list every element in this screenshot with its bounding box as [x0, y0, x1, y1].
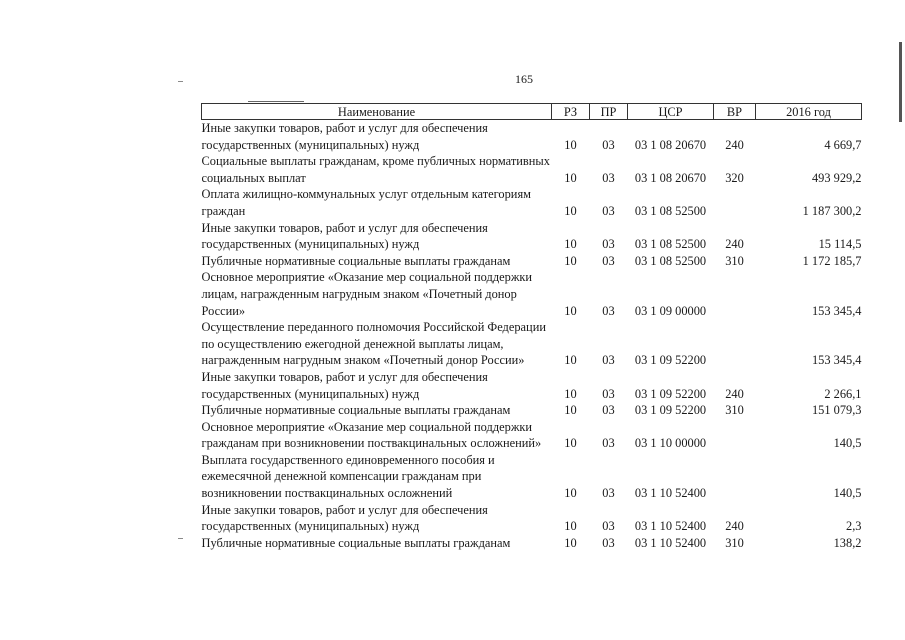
cell-csr: 03 1 08 52500	[634, 237, 707, 252]
cell-vr	[714, 319, 756, 369]
cell-vr: 320	[725, 170, 744, 185]
cell-amount: 153 345,4	[811, 303, 862, 318]
cell-amount: 493 929,2	[811, 170, 862, 185]
table-row	[202, 535, 862, 552]
cell-rz: 10	[564, 519, 577, 534]
cell-pr: 03	[602, 253, 615, 268]
scan-mark	[248, 101, 304, 102]
cell-vr	[714, 419, 756, 452]
column-header-year: 2016 год	[756, 104, 862, 120]
cell-pr: 03	[602, 436, 615, 451]
cell-vr: 310	[725, 253, 744, 268]
cell-amount: 140,5	[833, 436, 862, 451]
cell-rz: 10	[564, 436, 577, 451]
cell-rz: 10	[564, 353, 577, 368]
column-header-csr: ЦСР	[628, 104, 714, 120]
cell-csr: 03 1 08 52500	[634, 203, 707, 218]
table-row	[202, 419, 862, 452]
cell-vr: 240	[725, 386, 744, 401]
cell-csr: 03 1 08 20670	[634, 170, 707, 185]
cell-vr: 240	[725, 519, 744, 534]
cell-rz: 10	[564, 535, 577, 550]
cell-rz: 10	[564, 386, 577, 401]
cell-vr: 240	[725, 237, 744, 252]
cell-pr: 03	[602, 303, 615, 318]
cell-vr: 310	[725, 535, 744, 550]
cell-pr: 03	[602, 170, 615, 185]
cell-name: Публичные нормативные социальные выплаты гражданам	[201, 253, 511, 268]
cell-name: Выплата государственного единовременного пособия и ежемесячной денежной компенсации гражданам при возникновении поствакцинальных осложнений	[201, 452, 495, 501]
cell-name: Иные закупки товаров, работ и услуг для обеспечения государственных (муниципальных) нужд	[201, 220, 488, 252]
cell-name: Иные закупки товаров, работ и услуг для обеспечения государственных (муниципальных) нужд	[201, 502, 488, 534]
page-number: 165	[515, 72, 533, 86]
cell-pr: 03	[602, 353, 615, 368]
cell-amount: 2,3	[846, 519, 862, 534]
cell-rz: 10	[564, 170, 577, 185]
cell-csr: 03 1 09 52200	[634, 403, 707, 418]
cell-rz: 10	[564, 203, 577, 218]
cell-csr: 03 1 10 52400	[634, 519, 707, 534]
cell-rz: 10	[564, 137, 577, 152]
cell-amount: 1 172 185,7	[802, 253, 862, 268]
cell-csr: 03 1 09 52200	[634, 353, 707, 368]
column-header-rz: РЗ	[552, 104, 590, 120]
cell-vr: 310	[725, 403, 744, 418]
cell-name: Иные закупки товаров, работ и услуг для обеспечения государственных (муниципальных) нужд	[201, 121, 488, 152]
scan-mark	[178, 538, 183, 539]
table-row	[202, 253, 862, 270]
cell-pr: 03	[602, 237, 615, 252]
cell-pr: 03	[602, 386, 615, 401]
cell-csr: 03 1 10 52400	[634, 535, 707, 550]
cell-csr: 03 1 09 52200	[634, 386, 707, 401]
cell-name: Социальные выплаты гражданам, кроме публичных нормативных социальных выплат	[201, 154, 550, 185]
cell-pr: 03	[602, 519, 615, 534]
cell-rz: 10	[564, 253, 577, 268]
scan-mark	[178, 81, 183, 82]
cell-pr: 03	[602, 137, 615, 152]
cell-name: Иные закупки товаров, работ и услуг для обеспечения государственных (муниципальных) нужд	[201, 369, 488, 401]
budget-table	[201, 103, 862, 551]
table-header-row	[202, 104, 862, 120]
table-body	[202, 120, 862, 552]
cell-name: Оплата жилищно-коммунальных услуг отдельным категориям граждан	[201, 187, 531, 218]
cell-csr: 03 1 08 52500	[634, 253, 707, 268]
cell-csr: 03 1 08 20670	[634, 137, 707, 152]
cell-rz: 10	[564, 403, 577, 418]
cell-rz: 10	[564, 237, 577, 252]
cell-amount: 151 079,3	[811, 403, 862, 418]
table-row	[202, 220, 862, 253]
column-header-name: Наименование	[202, 104, 552, 120]
cell-vr	[714, 452, 756, 502]
column-header-vr: ВР	[714, 104, 756, 120]
cell-pr: 03	[602, 535, 615, 550]
table-row	[202, 452, 862, 502]
table-row	[202, 186, 862, 219]
cell-csr: 03 1 10 00000	[634, 436, 707, 451]
table-row	[202, 153, 862, 186]
cell-pr: 03	[602, 403, 615, 418]
cell-rz: 10	[564, 486, 577, 501]
cell-amount: 138,2	[833, 535, 862, 550]
cell-amount: 2 266,1	[824, 386, 862, 401]
cell-amount: 15 114,5	[818, 237, 862, 252]
cell-amount: 153 345,4	[811, 353, 862, 368]
cell-pr: 03	[602, 486, 615, 501]
cell-csr: 03 1 09 00000	[634, 303, 707, 318]
cell-name: Публичные нормативные социальные выплаты гражданам	[201, 535, 511, 550]
cell-vr	[714, 186, 756, 219]
column-header-pr: ПР	[590, 104, 628, 120]
cell-amount: 1 187 300,2	[802, 203, 862, 218]
cell-vr: 240	[725, 137, 744, 152]
scan-edge	[899, 42, 902, 122]
cell-name: Основное мероприятие «Оказание мер социальной поддержки лицам, награжденным нагрудным знаком «Почетный донор России»	[201, 270, 533, 318]
cell-vr	[714, 269, 756, 319]
cell-csr: 03 1 10 52400	[634, 486, 707, 501]
table-row	[202, 120, 862, 154]
table-row	[202, 269, 862, 319]
cell-name: Основное мероприятие «Оказание мер социальной поддержки гражданам при возникновении поствакцинальных осложнений»	[201, 419, 542, 451]
cell-pr: 03	[602, 203, 615, 218]
cell-name: Публичные нормативные социальные выплаты гражданам	[201, 403, 511, 418]
table-row	[202, 402, 862, 419]
cell-amount: 140,5	[833, 486, 862, 501]
table-row	[202, 502, 862, 535]
cell-rz: 10	[564, 303, 577, 318]
cell-name: Осуществление переданного полномочия Российской Федерации по осуществлению ежегодной денежной выплаты лицам, награжденным нагрудным знаком «Почетный донор России»	[201, 320, 546, 368]
table-row	[202, 369, 862, 402]
table-row	[202, 319, 862, 369]
cell-amount: 4 669,7	[824, 137, 862, 152]
